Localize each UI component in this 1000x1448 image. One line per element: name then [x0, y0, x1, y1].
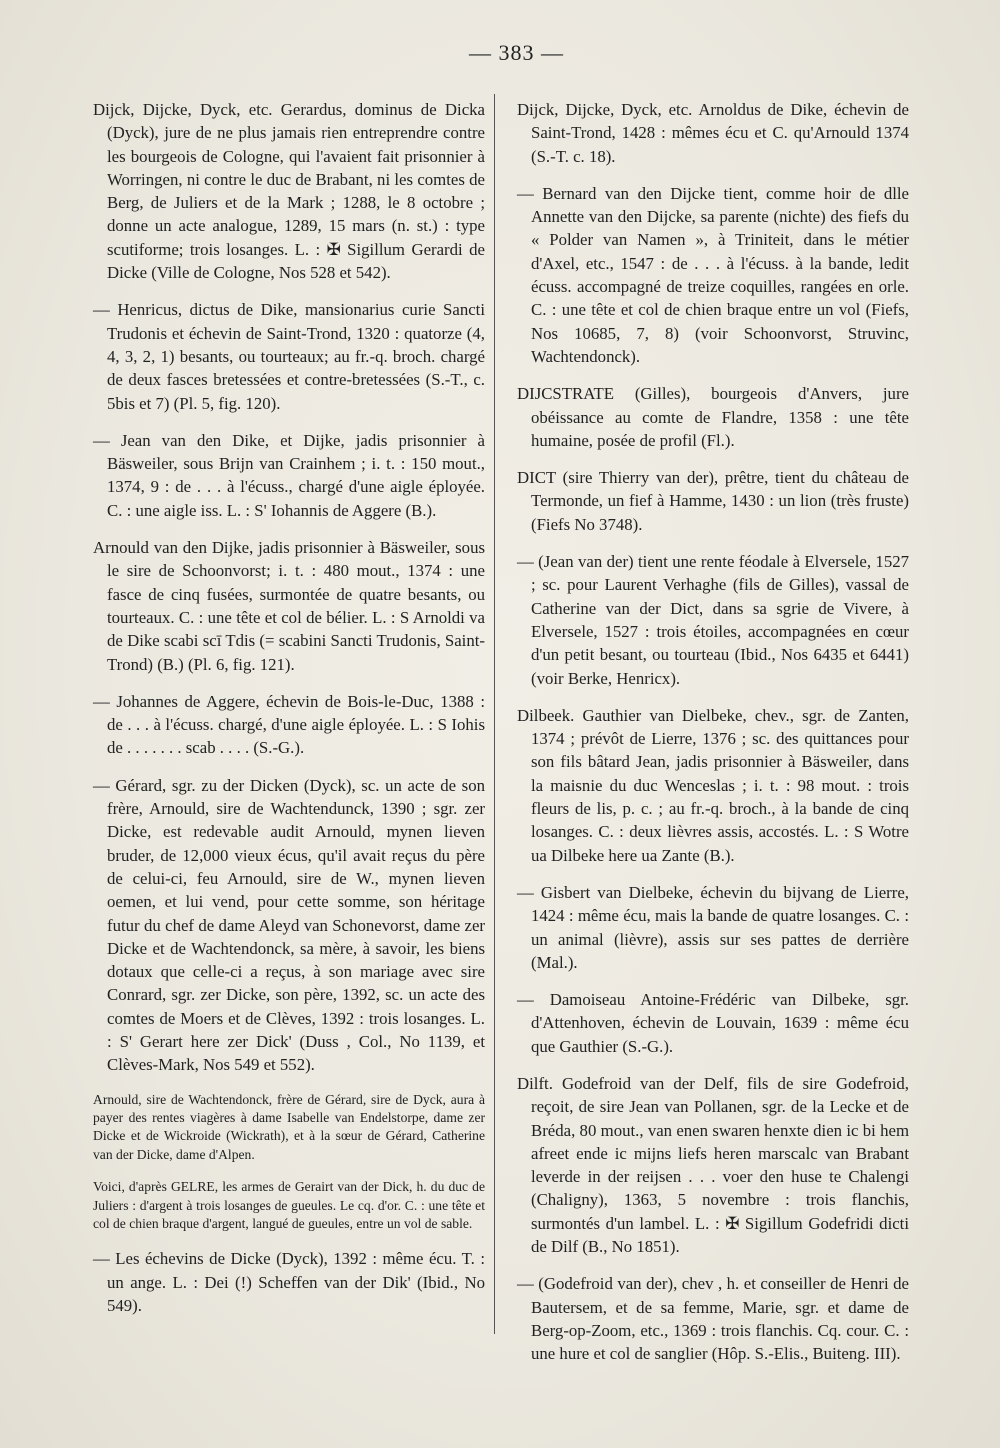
entry-paragraph: Arnould van den Dijke, jadis prisonnier à Bäsweiler, sous le sire de Schoonvorst; i. t. : 480 mout., 1374 : une fasce de cinq fusées, surmontée de quatre besants, ou tourteaux. C. : une tête et col de bélier. L. : S Arnoldi va de Dike scabi scī Tdis (= scabini Sancti Trudonis, Saint-Trond) (B.) (Pl. 6, fig. 121).	[93, 538, 485, 674]
two-columns	[93, 98, 940, 1380]
entry-paragraph: — (Godefroid van der), chev , h. et conseiller de Henri de Bautersem, et de sa femme, Marie, sgr. et dame de Berg-op-Zoom, etc., 1369 : trois flanchis. Cq. cour. C. : une hure et col de sanglier (Hôp. S.-Elis., Buiteng. III).	[517, 1274, 909, 1364]
left-column	[93, 98, 485, 1380]
entry-paragraph: — Gisbert van Dielbeke, échevin du bijvang de Lierre, 1424 : même écu, mais la bande de quatre losanges. C. : un animal (lièvre), assis sur ses pattes de derrière (Mal.).	[517, 882, 909, 972]
entry-paragraph: — Les échevins de Dicke (Dyck), 1392 : même écu. T. : un ange. L. : Dei (!) Scheffen van der Dik' (Ibid., No 549).	[93, 1249, 485, 1316]
column-divider	[494, 94, 495, 1334]
entry-paragraph: — Gérard, sgr. zu der Dicken (Dyck), sc. un acte de son frère, Arnould, sire de Wachtendunck, 1390 ; sgr. zer Dicke, est redevable audit Arnould, mynen lieven bruder, de 12,000 vieux écus, qu'il avait reçus du père de celui-ci, feu Arnould, sire de W., mynen lieven oemen, et lui vend, pour cette somme, son héritage futur du chef de dame Aleyd van Schonevorst, dame zer Dicke et de Wachtendonck, sa mère, à savoir, les biens dotaux que celle-ci a reçus, à son mariage avec sire Conrard, sgr. zer Dicke, son père, 1392, sc. un acte des comtes de Moers et de Clèves, 1392 : trois losanges. L. : S' Gerart here zer Dick' (Duss , Col., No 1139, et Clèves-Mark, Nos 549 et 552).	[93, 775, 485, 1075]
entry-paragraph: DICT (sire Thierry van der), prêtre, tient du château de Termonde, un fief à Hamme, 1430 : un lion (très fruste) (Fiefs No 3748).	[517, 468, 909, 534]
entry-paragraph: — Henricus, dictus de Dike, mansionarius curie Sancti Trudonis et échevin de Saint-Trond, 1320 : quatorze (4, 4, 3, 2, 1) besants, ou tourteaux; au fr.-q. broch. chargé de deux fasces bretessées et contre-bretessées (S.-T., c. 5bis et 7) (Pl. 5, fig. 120).	[93, 300, 485, 413]
entry-paragraph: Dilft. Godefroid van der Delf, fils de sire Godefroid, reçoit, de sire Jean van Pollanen, sgr. de la Lecke et de Bréda, 80 mout., van enen swaren henxte dien ic bi hem afreet ende ic mijns liefs heren marscalc van Brabant leverde in der reijsen . . . voer den huse te Chalengi (Chaligny), 1363, 5 novembre : trois flanchis, surmontés d'un lambel. L. : ✠ Sigillum Godefridi dicti de Dilf (B., No 1851).	[517, 1073, 909, 1257]
entry-paragraph: — Damoiseau Antoine-Frédéric van Dilbeke, sgr. d'Attenhoven, échevin de Louvain, 1639 : même écu que Gauthier (S.-G.).	[517, 990, 909, 1056]
footnote-paragraph: Arnould, sire de Wachtendonck, frère de Gérard, sire de Dyck, aura à payer des rentes viagères à dame Isabelle van Endelstorpe, dame zer Dicke et de Wickroide (Wickrath), et à la sœur de Gérard, Catherine van der Dicke, dame d'Alpen.	[93, 1091, 485, 1162]
entry-paragraph: Dijck, Dijcke, Dyck, etc. Gerardus, dominus de Dicka (Dyck), jure de ne plus jamais rien entreprendre contre les bourgeois de Cologne, qui l'avaient fait prisonnier à Worringen, ni contre le duc de Brabant, ni les comtes de Berg, de Juliers et de la Mark ; 1288, le 8 octobre ; donne un acte analogue, 1289, 15 mars (n. st.) : type scutiforme; trois losanges. L. : ✠ Sigillum Gerardi de Dicke (Ville de Cologne, Nos 528 et 542).	[93, 100, 485, 283]
entry-paragraph: — (Jean van der) tient une rente féodale à Elversele, 1527 ; sc. pour Laurent Verhaghe (fils de Gilles), vassal de Catherine van der Dict, dans sa sgrie de Vivere, à Elversele, 1527 : trois étoiles, accompagnées en cœur d'un petit besant, ou tourteau (Ibid., Nos 6435 et 6441) (voir Berke, Henricx).	[517, 552, 909, 688]
entry-paragraph: — Jean van den Dike, et Dijke, jadis prisonnier à Bäsweiler, sous Brijn van Crainhem ; i. t. : 150 mout., 1374, 9 : de . . . à l'écuss., chargé d'une aigle éployée. C. : une aigle iss. L. : S' Iohannis de Aggere (B.).	[93, 430, 485, 520]
entry-paragraph: DIJCSTRATE (Gilles), bourgeois d'Anvers, jure obéissance au comte de Flandre, 1358 : une tête humaine, posée de profil (Fl.).	[517, 384, 909, 450]
entry-paragraph: — Johannes de Aggere, échevin de Bois-le-Duc, 1388 : de . . . à l'écuss. chargé, d'une aigle éployée. L. : S Iohis de . . . . . . . scab . . . . (S.-G.).	[93, 691, 485, 758]
entry-paragraph: Dijck, Dijcke, Dyck, etc. Arnoldus de Dike, échevin de Saint-Trond, 1428 : mêmes écu et C. qu'Arnould 1374 (S.-T. c. 18).	[517, 100, 909, 166]
footnote-paragraph: Voici, d'après GELRE, les armes de Gerairt van der Dick, h. du duc de Juliers : d'argent à trois losanges de gueules. Le cq. d'or. C. : une tête et col de chien braque d'argent, langué de gueules, entre un vol de sable.	[93, 1179, 485, 1232]
right-column	[517, 98, 909, 1380]
entry-paragraph: — Bernard van den Dijcke tient, comme hoir de dlle Annette van den Dijcke, sa parente (nichte) des fiefs du « Polder van Namen », à Triniteit, dans le métier d'Axel, etc., 1547 : de . . . à l'écuss. à la bande, ledit écuss. accompagné de treize coquilles, rangées en orle. C. : une tête et col de chien braque entre un vol (Fiefs, Nos 10685, 7, 8) (voir Schoonvorst, Struvinc, Wachtendonck).	[517, 183, 909, 366]
entry-paragraph: Dilbeek. Gauthier van Dielbeke, chev., sgr. de Zanten, 1374 ; prévôt de Lierre, 1376 ; sc. des quittances pour son fils bâtard Jean, jadis prisonnier à Bäsweiler, dans la maisnie du duc Wenceslas ; i. t. : 98 mout. : trois fleurs de lis, p. c. ; au fr.-q. broch., à la bande de cinq losanges. C. : deux lièvres assis, accostés. L. : S Wotre ua Dilbeke here ua Zante (B.).	[517, 705, 909, 865]
page-number: — 383 —	[469, 40, 564, 65]
